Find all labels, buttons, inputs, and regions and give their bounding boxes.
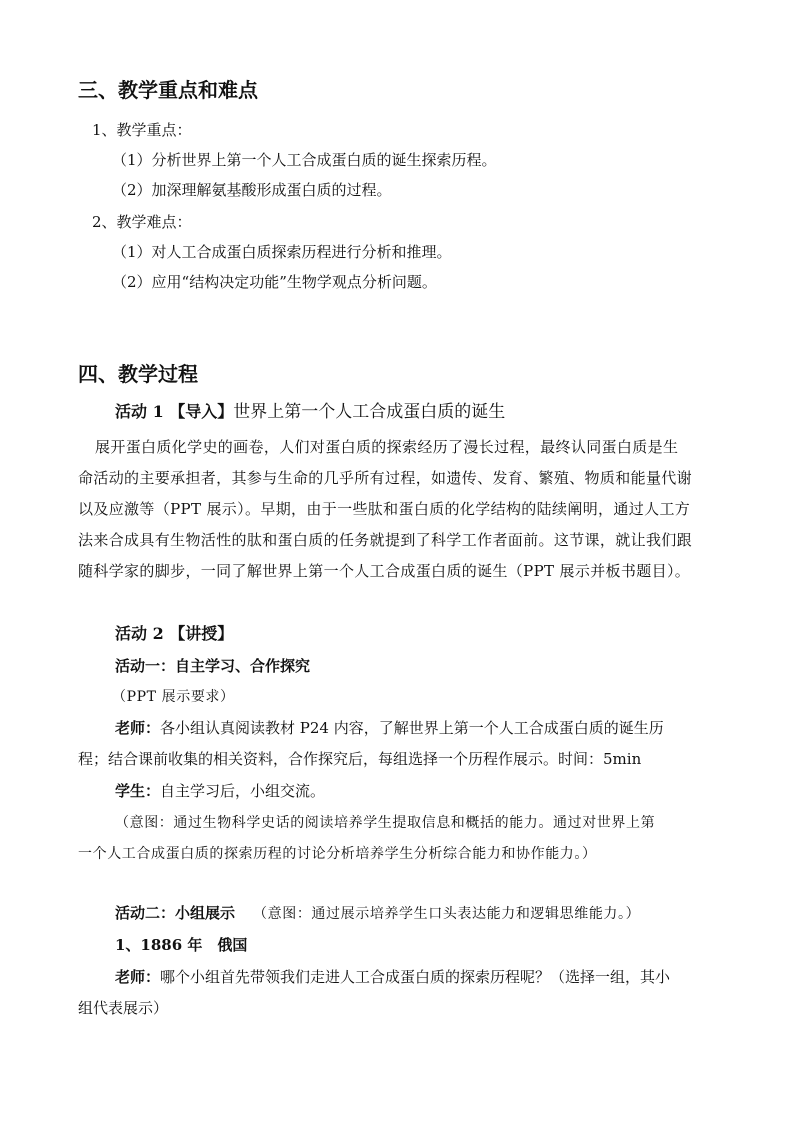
difficulties-title: 2、教学难点：	[92, 213, 192, 231]
activity1-paragraph-line-1: 展开蛋白质化学史的画卷，人们对蛋白质的探索经历了漫长过程，最终认同蛋白质是生	[95, 438, 679, 456]
activity1-paragraph-line-5: 随科学家的脚步，一同了解世界上第一个人工合成蛋白质的诞生（PPT 展示并板书题目）。	[78, 562, 691, 580]
section-heading-key-points: 三、教学重点和难点	[78, 78, 258, 102]
difficulty-1: （1）对人工合成蛋白质探索历程进行分析和推理。	[112, 243, 452, 261]
activity2-sub1-title: 活动一：自主学习、合作探究	[115, 657, 311, 675]
history-item-1886: 1、1886 年 俄国	[115, 936, 248, 954]
activity1-title: 世界上第一个人工合成蛋白质的诞生	[233, 402, 506, 422]
teacher-instruction-text: 各小组认真阅读教材 P24 内容，了解世界上第一个人工合成蛋白质的诞生历	[160, 719, 664, 737]
activity1-paragraph-line-2: 命活动的主要承担者，其参与生命的几乎所有过程，如遗传、发育、繁殖、物质和能量代谢	[78, 469, 693, 487]
teacher-label-2: 老师：	[115, 968, 161, 986]
activity1-paragraph-line-4: 法来合成具有生物活性的肽和蛋白质的任务就提到了科学工作者面前。这节课，就让我们跟	[78, 531, 693, 549]
key-point-2: （2）加深理解氨基酸形成蛋白质的过程。	[112, 181, 392, 199]
teacher-question-line-2: 组代表展示）	[78, 999, 169, 1017]
ppt-requirement-note: （PPT 展示要求）	[112, 689, 235, 705]
teacher-instruction-line-1	[115, 718, 664, 738]
teacher-question-text: 哪个小组首先带领我们走进人工合成蛋白质的探索历程呢？（选择一组，其小	[160, 968, 671, 986]
activity2-sub2-heading	[115, 903, 640, 924]
activity2-sub2-title: 活动二：小组展示	[115, 904, 236, 922]
intent-note-line-1: （意图：通过生物科学史话的阅读培养学生提取信息和概括的能力。通过对世界上第	[115, 815, 656, 831]
activity1-paragraph-line-3: 以及应激等（PPT 展示）。早期，由于一些肽和蛋白质的化学结构的陆续阐明，通过人工方	[78, 500, 691, 518]
difficulty-2: （2）应用“结构决定功能”生物学观点分析问题。	[112, 273, 437, 291]
student-line	[115, 781, 325, 801]
teacher-label: 老师：	[115, 719, 161, 737]
teacher-question-line-1	[115, 967, 670, 987]
intent-note-line-2: 一个人工合成蛋白质的探索历程的讨论分析培养学生分析综合能力和协作能力。）	[78, 846, 597, 862]
teacher-instruction-line-2: 程；结合课前收集的相关资料，合作探究后，每组选择一个历程作展示。时间：5min	[78, 750, 642, 768]
activity1-label: 活动 1 【导入】	[115, 402, 234, 421]
activity1-heading	[115, 402, 505, 422]
key-point-1: （1）分析世界上第一个人工合成蛋白质的诞生探索历程。	[112, 151, 497, 169]
activity2-heading: 活动 2 【讲授】	[115, 624, 234, 643]
key-points-title: 1、教学重点：	[92, 121, 192, 139]
section-heading-teaching-process: 四、教学过程	[78, 362, 198, 386]
student-text: 自主学习后，小组交流。	[160, 782, 326, 800]
student-label: 学生：	[115, 782, 161, 800]
activity2-sub2-intent: （意图：通过展示培养学生口头表达能力和逻辑思维能力。）	[253, 906, 641, 922]
